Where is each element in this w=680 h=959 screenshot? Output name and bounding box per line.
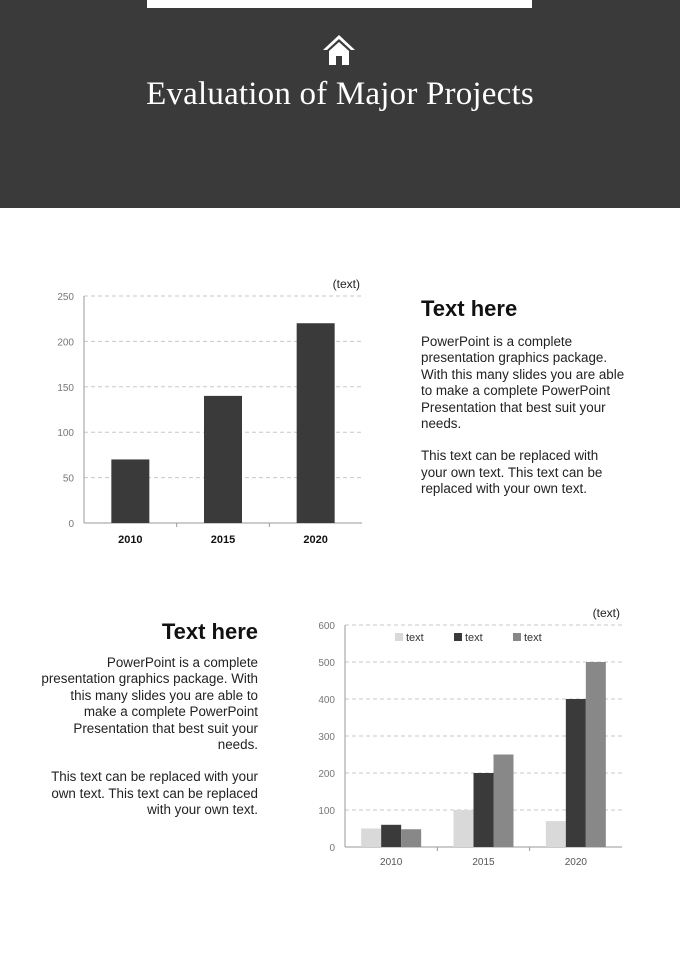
x-tick-label: 2020 [564,857,587,868]
bar-chart-single [40,272,380,557]
y-tick-label: 250 [57,292,74,303]
x-tick-label: 2020 [303,534,328,546]
section-2-paragraph-1: PowerPoint is a complete presentation graphics package. With this many slides you are able to make a complete PowerPoint Presentation that best suit your needs. [41,655,258,753]
bar-chart-grouped [300,598,640,883]
y-tick-label: 500 [318,658,335,669]
x-tick-label: 2015 [472,857,495,868]
section-2-paragraph-2: This text can be replaced with your own text. This text can be replaced with your own text. [51,769,258,818]
section-1-paragraph-2: This text can be replaced with your own text. This text can be replaced with your own text. [421,448,603,497]
x-tick-label: 2015 [210,534,236,546]
page-title: Evaluation of Major Projects [146,76,534,112]
legend-label: text [465,632,483,644]
bar [566,699,586,847]
header-top-bar [147,0,532,8]
bar [494,755,514,848]
bar [474,773,494,847]
legend-swatch [395,633,403,641]
y-tick-label: 200 [57,337,74,349]
home-icon [321,33,357,67]
legend-swatch [454,633,462,641]
bar [111,459,149,523]
y-tick-label: 50 [62,473,74,485]
header-banner [0,0,680,208]
y-tick-label: 150 [57,382,74,394]
bar [586,662,606,847]
bar [297,323,335,523]
y-tick-label: 400 [318,695,335,706]
unit-label: (text) [592,606,620,620]
bar [454,810,474,847]
legend-swatch [513,633,521,641]
x-tick-label: 2010 [118,534,143,546]
section-1-body [421,334,626,498]
y-tick-label: 0 [329,843,335,854]
y-tick-label: 100 [57,428,74,440]
y-tick-label: 200 [318,769,335,780]
bar [546,821,566,847]
section-1-heading: Text here [421,296,518,321]
section-1-paragraph-1: PowerPoint is a complete presentation graphics package. With this many slides you are able to make a complete PowerPoint Presentation that best suit your needs. [421,334,625,432]
bar [204,396,242,523]
bar [361,829,381,848]
unit-label: (text) [332,277,360,291]
section-2-body [40,655,258,819]
bar [401,829,421,847]
y-tick-label: 0 [68,519,74,530]
legend-label: text [406,632,424,644]
y-tick-label: 300 [318,732,335,743]
x-tick-label: 2010 [380,857,403,868]
y-tick-label: 600 [318,621,335,632]
y-tick-label: 100 [318,806,335,817]
section-2-heading: Text here [161,619,258,644]
legend-label: text [524,632,542,644]
bar [381,825,401,847]
